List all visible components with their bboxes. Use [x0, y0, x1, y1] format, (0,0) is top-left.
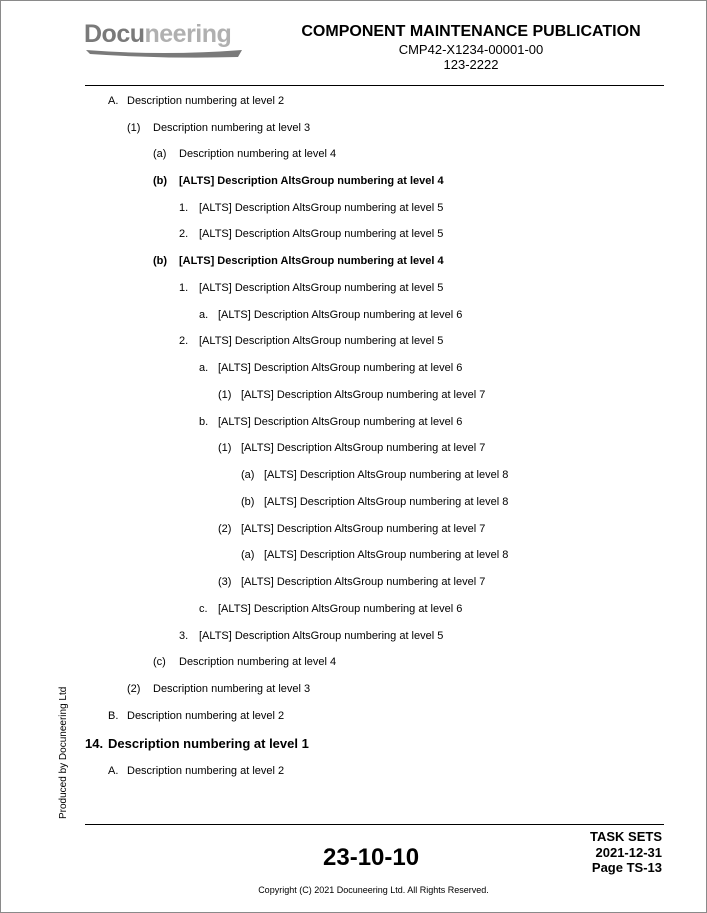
item-number: 3.: [179, 630, 189, 642]
item-text: [ALTS] Description AltsGroup numbering at level 6: [218, 416, 463, 428]
list-item: [179, 335, 443, 348]
docuneering-logo: [84, 19, 244, 61]
item-text: Description numbering at level 2: [127, 710, 285, 722]
list-item: [241, 549, 508, 562]
item-text: [ALTS] Description AltsGroup numbering at level 6: [218, 603, 463, 615]
list-item: [153, 148, 336, 161]
list-item: [199, 362, 462, 375]
item-text: [ALTS] Description AltsGroup numbering at level 5: [199, 335, 444, 347]
list-item: [153, 656, 336, 669]
item-number: 1.: [179, 282, 189, 294]
logo-swoosh-icon: [84, 47, 244, 59]
item-number: a.: [199, 362, 209, 374]
list-item: [179, 228, 443, 241]
item-text: [ALTS] Description AltsGroup numbering at level 5: [199, 202, 444, 214]
item-number: A.: [108, 95, 119, 107]
item-number: (1): [127, 122, 141, 134]
list-item: [199, 416, 462, 429]
section-name: TASK SETS: [590, 829, 662, 844]
list-item: [127, 122, 310, 135]
list-item: [108, 765, 284, 778]
logo-text-neering: neering: [144, 20, 232, 48]
list-item: [108, 95, 284, 108]
item-text: Description numbering at level 4: [179, 656, 337, 668]
document-code: 23-10-10: [323, 844, 420, 871]
item-text: Description numbering at level 1: [108, 736, 309, 751]
item-text: [ALTS] Description AltsGroup numbering at level 7: [241, 523, 486, 535]
list-item: [153, 255, 444, 268]
item-number: A.: [108, 765, 119, 777]
list-item: [218, 442, 485, 455]
item-number: 14.: [85, 736, 104, 751]
item-text: Description numbering at level 4: [179, 148, 337, 160]
item-number: b.: [199, 416, 209, 428]
copyright-notice: Copyright (C) 2021 Docuneering Ltd. All Rights Reserved.: [258, 885, 489, 895]
list-item: [218, 389, 485, 402]
sub-number: 123-2222: [443, 57, 499, 72]
section-heading: [85, 736, 309, 751]
item-number: a.: [199, 309, 209, 321]
item-number: (1): [218, 442, 232, 454]
list-item: [199, 603, 462, 616]
item-text: [ALTS] Description AltsGroup numbering at level 5: [199, 630, 444, 642]
list-item: [179, 282, 443, 295]
item-text: [ALTS] Description AltsGroup numbering at level 6: [218, 309, 463, 321]
item-number: (1): [218, 389, 232, 401]
item-text: [ALTS] Description AltsGroup numbering at level 8: [264, 469, 509, 481]
list-item: [199, 309, 462, 322]
list-item: [127, 683, 310, 696]
item-number: (2): [127, 683, 141, 695]
item-number: (a): [241, 469, 255, 481]
item-text: Description numbering at level 3: [153, 122, 311, 134]
list-item: [108, 710, 284, 723]
list-item: [241, 469, 508, 482]
item-text: Description numbering at level 2: [127, 95, 285, 107]
item-number: (3): [218, 576, 232, 588]
item-text: [ALTS] Description AltsGroup numbering at level 7: [241, 576, 486, 588]
list-item: [179, 202, 443, 215]
item-text: Description numbering at level 2: [127, 765, 285, 777]
item-text: [ALTS] Description AltsGroup numbering at level 8: [264, 496, 509, 508]
logo-text-docu: Docu: [84, 20, 145, 48]
item-number: 2.: [179, 228, 189, 240]
item-number: 1.: [179, 202, 189, 214]
item-text: [ALTS] Description AltsGroup numbering at level 5: [199, 282, 444, 294]
item-number: (c): [153, 656, 166, 668]
revision-date: 2021-12-31: [595, 845, 662, 860]
page-number: Page TS-13: [591, 860, 662, 875]
item-number: (b): [241, 496, 255, 508]
list-item: [153, 175, 444, 188]
item-text: [ALTS] Description AltsGroup numbering at level 6: [218, 362, 463, 374]
list-item: [179, 630, 443, 643]
item-number: (2): [218, 523, 232, 535]
side-producer-text: Produced by Docuneering Ltd: [58, 686, 69, 819]
footer-rule: [85, 824, 664, 825]
item-number: (a): [153, 148, 167, 160]
list-item: [218, 523, 485, 536]
list-item: [241, 496, 508, 509]
document-number: CMP42-X1234-00001-00: [398, 42, 544, 57]
item-number: (a): [241, 549, 255, 561]
item-text: [ALTS] Description AltsGroup numbering at level 7: [241, 442, 486, 454]
publication-title: COMPONENT MAINTENANCE PUBLICATION: [301, 23, 641, 40]
item-number: (b): [153, 255, 168, 267]
item-text: [ALTS] Description AltsGroup numbering at level 7: [241, 389, 486, 401]
item-number: (b): [153, 175, 168, 187]
item-text: [ALTS] Description AltsGroup numbering at level 4: [179, 175, 444, 187]
item-text: [ALTS] Description AltsGroup numbering at level 4: [179, 255, 444, 267]
list-item: [218, 576, 485, 589]
item-text: [ALTS] Description AltsGroup numbering at level 5: [199, 228, 444, 240]
header-rule: [85, 85, 664, 86]
item-text: [ALTS] Description AltsGroup numbering at level 8: [264, 549, 509, 561]
item-number: 2.: [179, 335, 189, 347]
item-number: B.: [108, 710, 119, 722]
item-number: c.: [199, 603, 208, 615]
item-text: Description numbering at level 3: [153, 683, 311, 695]
